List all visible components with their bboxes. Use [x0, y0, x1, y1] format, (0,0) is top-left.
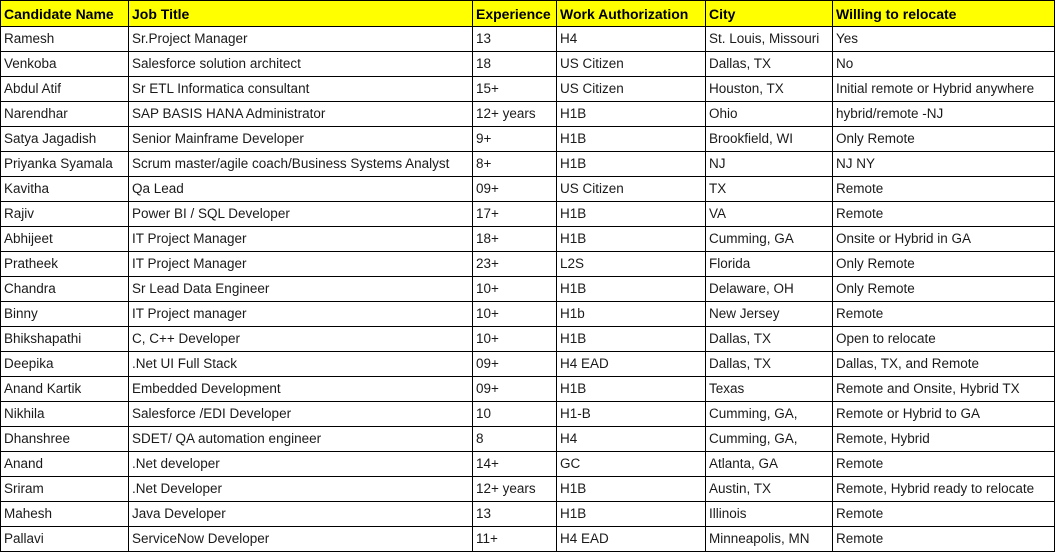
cell-willing-to-relocate[interactable]: Onsite or Hybrid in GA [833, 227, 1055, 252]
cell-city[interactable]: Cumming, GA, [706, 402, 833, 427]
table-row [1, 427, 1055, 452]
column-header-city[interactable]: City [706, 1, 833, 27]
cell-candidate-name[interactable]: Dhanshree [1, 427, 129, 452]
cell-work-authorization[interactable]: H1b [557, 302, 706, 327]
cell-willing-to-relocate[interactable]: Remote, Hybrid ready to relocate [833, 477, 1055, 502]
cell-candidate-name[interactable]: Abhijeet [1, 227, 129, 252]
cell-city[interactable]: TX [706, 177, 833, 202]
cell-city[interactable]: St. Louis, Missouri [706, 27, 833, 52]
cell-willing-to-relocate[interactable]: Only Remote [833, 252, 1055, 277]
cell-city[interactable]: Illinois [706, 502, 833, 527]
cell-willing-to-relocate[interactable]: Remote [833, 452, 1055, 477]
table-row [1, 277, 1055, 302]
cell-experience[interactable]: 13 [473, 27, 557, 52]
table-row [1, 127, 1055, 152]
cell-work-authorization[interactable]: US Citizen [557, 52, 706, 77]
cell-job-title[interactable]: ServiceNow Developer [129, 527, 473, 552]
cell-work-authorization[interactable]: H1-B [557, 402, 706, 427]
cell-candidate-name[interactable]: Priyanka Syamala [1, 152, 129, 177]
table-row [1, 202, 1055, 227]
cell-city[interactable]: Ohio [706, 102, 833, 127]
cell-experience[interactable]: 10+ [473, 327, 557, 352]
cell-city[interactable]: Delaware, OH [706, 277, 833, 302]
cell-work-authorization[interactable]: H4 EAD [557, 527, 706, 552]
cell-willing-to-relocate[interactable]: Remote [833, 527, 1055, 552]
cell-work-authorization[interactable]: L2S [557, 252, 706, 277]
cell-willing-to-relocate[interactable]: Open to relocate [833, 327, 1055, 352]
cell-experience[interactable]: 10+ [473, 302, 557, 327]
cell-work-authorization[interactable]: H1B [557, 152, 706, 177]
cell-city[interactable]: Austin, TX [706, 477, 833, 502]
cell-work-authorization[interactable]: US Citizen [557, 177, 706, 202]
cell-city[interactable]: Cumming, GA [706, 227, 833, 252]
cell-work-authorization[interactable]: H1B [557, 327, 706, 352]
cell-willing-to-relocate[interactable]: hybrid/remote -NJ [833, 102, 1055, 127]
cell-job-title[interactable]: IT Project manager [129, 302, 473, 327]
cell-experience[interactable]: 12+ years [473, 477, 557, 502]
cell-job-title[interactable]: Sr ETL Informatica consultant [129, 77, 473, 102]
cell-job-title[interactable]: Senior Mainframe Developer [129, 127, 473, 152]
cell-candidate-name[interactable]: Chandra [1, 277, 129, 302]
cell-candidate-name[interactable]: Mahesh [1, 502, 129, 527]
cell-work-authorization[interactable]: H4 [557, 27, 706, 52]
cell-candidate-name[interactable]: Pallavi [1, 527, 129, 552]
cell-work-authorization[interactable]: H1B [557, 277, 706, 302]
cell-experience[interactable]: 9+ [473, 127, 557, 152]
cell-willing-to-relocate[interactable]: NJ NY [833, 152, 1055, 177]
cell-work-authorization[interactable]: H1B [557, 377, 706, 402]
cell-candidate-name[interactable]: Nikhila [1, 402, 129, 427]
cell-willing-to-relocate[interactable]: Remote [833, 202, 1055, 227]
table-row [1, 152, 1055, 177]
table-row [1, 327, 1055, 352]
cell-willing-to-relocate[interactable]: Remote [833, 302, 1055, 327]
table-row [1, 102, 1055, 127]
cell-job-title[interactable]: IT Project Manager [129, 252, 473, 277]
cell-job-title[interactable]: SDET/ QA automation engineer [129, 427, 473, 452]
column-header-willing-to-relocate[interactable]: Willing to relocate [833, 1, 1055, 27]
cell-city[interactable]: Minneapolis, MN [706, 527, 833, 552]
cell-willing-to-relocate[interactable]: Yes [833, 27, 1055, 52]
table-body [1, 27, 1055, 552]
table-row [1, 27, 1055, 52]
cell-city[interactable]: Florida [706, 252, 833, 277]
cell-job-title[interactable]: .Net UI Full Stack [129, 352, 473, 377]
table-row [1, 377, 1055, 402]
cell-city[interactable]: VA [706, 202, 833, 227]
table-row [1, 352, 1055, 377]
cell-candidate-name[interactable]: Pratheek [1, 252, 129, 277]
cell-experience[interactable]: 09+ [473, 377, 557, 402]
cell-experience[interactable]: 09+ [473, 352, 557, 377]
cell-willing-to-relocate[interactable]: Only Remote [833, 127, 1055, 152]
table-row [1, 477, 1055, 502]
cell-experience[interactable]: 8+ [473, 152, 557, 177]
cell-candidate-name[interactable]: Abdul Atif [1, 77, 129, 102]
cell-candidate-name[interactable]: Anand Kartik [1, 377, 129, 402]
cell-work-authorization[interactable]: H4 [557, 427, 706, 452]
cell-experience[interactable]: 10 [473, 402, 557, 427]
cell-experience[interactable]: 10+ [473, 277, 557, 302]
cell-job-title[interactable]: Sr Lead Data Engineer [129, 277, 473, 302]
column-header-experience[interactable]: Experience [473, 1, 557, 27]
cell-city[interactable]: New Jersey [706, 302, 833, 327]
table-row [1, 52, 1055, 77]
cell-job-title[interactable]: IT Project Manager [129, 227, 473, 252]
cell-willing-to-relocate[interactable]: Remote, Hybrid [833, 427, 1055, 452]
cell-work-authorization[interactable]: H1B [557, 102, 706, 127]
cell-candidate-name[interactable]: Ramesh [1, 27, 129, 52]
table-row [1, 502, 1055, 527]
cell-experience[interactable]: 15+ [473, 77, 557, 102]
cell-job-title[interactable]: Sr.Project Manager [129, 27, 473, 52]
cell-experience[interactable]: 09+ [473, 177, 557, 202]
cell-work-authorization[interactable]: GC [557, 452, 706, 477]
cell-candidate-name[interactable]: Sriram [1, 477, 129, 502]
column-header-work-authorization[interactable]: Work Authorization [557, 1, 706, 27]
cell-willing-to-relocate[interactable]: Initial remote or Hybrid anywhere [833, 77, 1055, 102]
cell-job-title[interactable]: .Net Developer [129, 477, 473, 502]
table-row [1, 302, 1055, 327]
cell-experience[interactable]: 12+ years [473, 102, 557, 127]
cell-job-title[interactable]: SAP BASIS HANA Administrator [129, 102, 473, 127]
cell-job-title[interactable]: C, C++ Developer [129, 327, 473, 352]
table-header [1, 1, 1055, 27]
cell-work-authorization[interactable]: H1B [557, 477, 706, 502]
cell-willing-to-relocate[interactable]: Remote [833, 177, 1055, 202]
cell-candidate-name[interactable]: Bhikshapathi [1, 327, 129, 352]
column-header-job-title[interactable]: Job Title [129, 1, 473, 27]
cell-city[interactable]: Dallas, TX [706, 327, 833, 352]
cell-work-authorization[interactable]: H1B [557, 227, 706, 252]
cell-candidate-name[interactable]: Narendhar [1, 102, 129, 127]
table-row [1, 77, 1055, 102]
cell-city[interactable]: Dallas, TX [706, 52, 833, 77]
cell-candidate-name[interactable]: Rajiv [1, 202, 129, 227]
cell-city[interactable]: Atlanta, GA [706, 452, 833, 477]
cell-city[interactable]: NJ [706, 152, 833, 177]
cell-job-title[interactable]: .Net developer [129, 452, 473, 477]
cell-city[interactable]: Houston, TX [706, 77, 833, 102]
cell-city[interactable]: Brookfield, WI [706, 127, 833, 152]
cell-job-title[interactable]: Embedded Development [129, 377, 473, 402]
cell-experience[interactable]: 18 [473, 52, 557, 77]
cell-job-title[interactable]: Scrum master/agile coach/Business Systems Analyst [129, 152, 473, 177]
cell-willing-to-relocate[interactable]: Remote and Onsite, Hybrid TX [833, 377, 1055, 402]
cell-willing-to-relocate[interactable]: Only Remote [833, 277, 1055, 302]
cell-city[interactable]: Dallas, TX [706, 352, 833, 377]
cell-candidate-name[interactable]: Anand [1, 452, 129, 477]
cell-experience[interactable]: 17+ [473, 202, 557, 227]
cell-candidate-name[interactable]: Venkoba [1, 52, 129, 77]
cell-experience[interactable]: 18+ [473, 227, 557, 252]
cell-job-title[interactable]: Salesforce solution architect [129, 52, 473, 77]
cell-city[interactable]: Cumming, GA, [706, 427, 833, 452]
cell-willing-to-relocate[interactable]: Dallas, TX, and Remote [833, 352, 1055, 377]
cell-experience[interactable]: 13 [473, 502, 557, 527]
cell-job-title[interactable]: Salesforce /EDI Developer [129, 402, 473, 427]
cell-willing-to-relocate[interactable]: Remote or Hybrid to GA [833, 402, 1055, 427]
cell-candidate-name[interactable]: Deepika [1, 352, 129, 377]
cell-candidate-name[interactable]: Satya Jagadish [1, 127, 129, 152]
cell-work-authorization[interactable]: H1B [557, 202, 706, 227]
cell-job-title[interactable]: Qa Lead [129, 177, 473, 202]
cell-work-authorization[interactable]: H1B [557, 502, 706, 527]
cell-work-authorization[interactable]: US Citizen [557, 77, 706, 102]
table-header-row [1, 1, 1055, 27]
table-row [1, 227, 1055, 252]
cell-experience[interactable]: 8 [473, 427, 557, 452]
cell-city[interactable]: Texas [706, 377, 833, 402]
table-row [1, 452, 1055, 477]
cell-experience[interactable]: 14+ [473, 452, 557, 477]
cell-willing-to-relocate[interactable]: No [833, 52, 1055, 77]
cell-work-authorization[interactable]: H4 EAD [557, 352, 706, 377]
cell-job-title[interactable]: Java Developer [129, 502, 473, 527]
cell-experience[interactable]: 11+ [473, 527, 557, 552]
cell-experience[interactable]: 23+ [473, 252, 557, 277]
cell-candidate-name[interactable]: Binny [1, 302, 129, 327]
cell-candidate-name[interactable]: Kavitha [1, 177, 129, 202]
table-row [1, 252, 1055, 277]
table-row [1, 177, 1055, 202]
cell-job-title[interactable]: Power BI / SQL Developer [129, 202, 473, 227]
cell-work-authorization[interactable]: H1B [557, 127, 706, 152]
table-row [1, 402, 1055, 427]
cell-willing-to-relocate[interactable]: Remote [833, 502, 1055, 527]
column-header-candidate-name[interactable]: Candidate Name [1, 1, 129, 27]
